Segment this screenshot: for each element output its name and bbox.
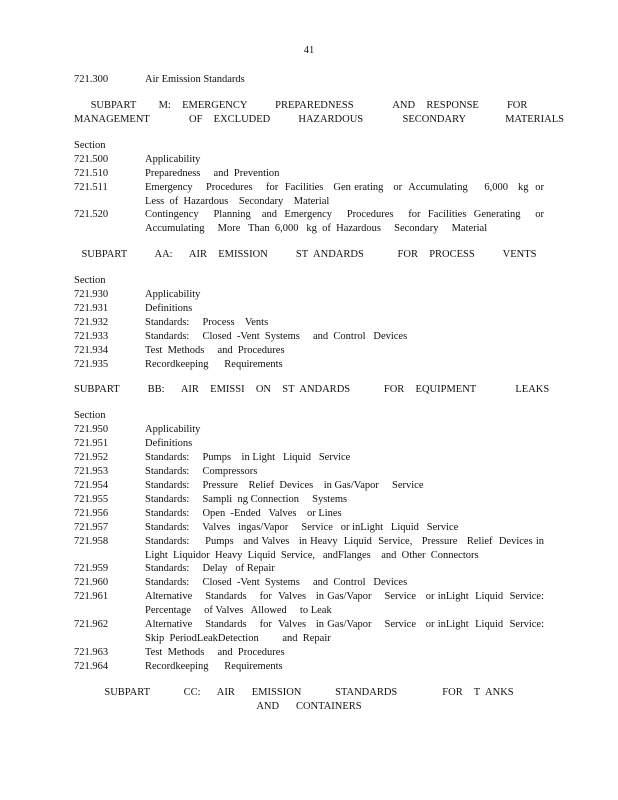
toc-entry-721-511 [74, 181, 547, 209]
section-title: Standards: Open -Ended Valves or Lines [145, 508, 342, 519]
section-number: 721.956 [74, 508, 109, 519]
toc-entry-721-963 [74, 646, 544, 660]
section-title: Test Methods and Procedures [145, 647, 285, 658]
section-title: Standards: Delay of Repair [145, 563, 275, 574]
section-number: 721.931 [74, 303, 109, 314]
section-title: Recordkeeping Requirements [145, 661, 283, 672]
section-number: 721.958 [74, 536, 109, 547]
section-title: Standards: Closed -Vent Systems and Control Devices [145, 331, 408, 342]
toc-entry-721-951 [74, 437, 544, 451]
toc-entry-721-930 [74, 288, 544, 302]
section-title: Standards: Pumps and Valves in Heavy Liquid Service, Pressure Relief Devices in Light Liquidor Heavy Liquid Service, andFlanges and Other Connectors [145, 536, 547, 561]
section-number: 721.951 [74, 438, 109, 449]
toc-entry-721-500 [74, 153, 544, 167]
section-title: Definitions [145, 438, 193, 449]
section-title: Contingency Planning and Emergency Procedures for Facilities Generating or Accumulating More Than 6,000 kg of Hazardous Secondary Material [145, 209, 547, 234]
section-title: Standards: Pumps in Light Liquid Service [145, 452, 351, 463]
toc-entry-721-950 [74, 423, 544, 437]
subpart-bb-heading: SUBPART BB: AIR EMISSI ON ST ANDARDS FOR EQUIPMENT LEAKS [74, 384, 550, 395]
section-title: Standards: Pressure Relief Devices in Gas/Vapor Service [145, 480, 424, 491]
section-number: 721.960 [74, 577, 109, 588]
subpart-m-heading-line1: SUBPART M: EMERGENCY PREPAREDNESS AND RESPONSE FOR [90, 100, 528, 111]
subpart-cc-heading-line1: SUBPART CC: AIR EMISSION STANDARDS FOR T ANKS [104, 687, 514, 698]
section-title: Alternative Standards for Valves in Gas/Vapor Service or inLight Liquid Service: Percentage of Valves Allowed to Leak [145, 591, 547, 616]
section-number: 721.500 [74, 154, 109, 165]
section-number: 721.933 [74, 331, 109, 342]
section-number: 721.300 [74, 74, 109, 85]
toc-entry-721-932 [74, 316, 544, 330]
toc-entry-721-958 [74, 535, 547, 563]
section-title: Air Emission Standards [145, 74, 245, 85]
section-title: Definitions [145, 303, 193, 314]
toc-entry-721-933 [74, 330, 544, 344]
toc-entry-721-300 [74, 73, 544, 87]
toc-entry-721-964 [74, 660, 544, 674]
section-title: Standards: Compressors [145, 466, 258, 477]
toc-entry-721-953 [74, 465, 544, 479]
section-number: 721.964 [74, 661, 109, 672]
section-number: 721.930 [74, 289, 109, 300]
toc-entry-721-961 [74, 590, 547, 618]
section-title: Test Methods and Procedures [145, 345, 285, 356]
section-title: Applicability [145, 154, 201, 165]
page-number: 41 [303, 45, 315, 56]
section-column-label: Section [74, 275, 106, 286]
toc-entry-721-510 [74, 167, 544, 181]
section-column-label: Section [74, 410, 106, 421]
section-number: 721.961 [74, 591, 109, 602]
toc-entry-721-956 [74, 507, 544, 521]
section-number: 721.952 [74, 452, 109, 463]
toc-entry-721-960 [74, 576, 544, 590]
section-number: 721.950 [74, 424, 109, 435]
toc-entry-721-952 [74, 451, 544, 465]
section-number: 721.934 [74, 345, 109, 356]
toc-entry-721-935 [74, 358, 544, 372]
section-number: 721.957 [74, 522, 109, 533]
subpart-aa-heading: SUBPART AA: AIR EMISSION ST ANDARDS FOR PROCESS VENTS [81, 249, 537, 260]
toc-entry-721-931 [74, 302, 544, 316]
section-title: Recordkeeping Requirements [145, 359, 283, 370]
section-title: Standards: Process Vents [145, 317, 269, 328]
section-title: Alternative Standards for Valves in Gas/Vapor Service or inLight Liquid Service: Skip PeriodLeakDetection and Repair [145, 619, 547, 644]
section-number: 721.955 [74, 494, 109, 505]
section-number: 721.520 [74, 209, 109, 220]
toc-entry-721-957 [74, 521, 544, 535]
section-number: 721.935 [74, 359, 109, 370]
section-title: Standards: Closed -Vent Systems and Control Devices [145, 577, 408, 588]
section-number: 721.963 [74, 647, 109, 658]
section-title: Applicability [145, 289, 201, 300]
section-title: Standards: Valves ingas/Vapor Service or inLight Liquid Service [145, 522, 459, 533]
section-title: Applicability [145, 424, 201, 435]
section-number: 721.962 [74, 619, 109, 630]
toc-entry-721-954 [74, 479, 544, 493]
toc-entry-721-959 [74, 562, 544, 576]
section-number: 721.959 [74, 563, 109, 574]
section-column-label: Section [74, 140, 106, 151]
section-number: 721.510 [74, 168, 109, 179]
subpart-m-heading-line2: MANAGEMENT OF EXCLUDED HAZARDOUS SECONDARY MATERIALS [74, 114, 565, 125]
toc-entry-721-934 [74, 344, 544, 358]
section-title: Preparedness and Prevention [145, 168, 280, 179]
section-title: Standards: Sampli ng Connection Systems [145, 494, 348, 505]
toc-entry-721-962 [74, 618, 547, 646]
section-number: 721.511 [74, 182, 108, 193]
section-number: 721.932 [74, 317, 109, 328]
subpart-cc-heading-line2: AND CONTAINERS [256, 701, 362, 712]
section-number: 721.954 [74, 480, 109, 491]
section-number: 721.953 [74, 466, 109, 477]
toc-entry-721-520 [74, 208, 547, 236]
section-title: Emergency Procedures for Facilities Gen erating or Accumulating 6,000 kg or Less of Hazardous Secondary Material [145, 182, 547, 207]
toc-entry-721-955 [74, 493, 544, 507]
